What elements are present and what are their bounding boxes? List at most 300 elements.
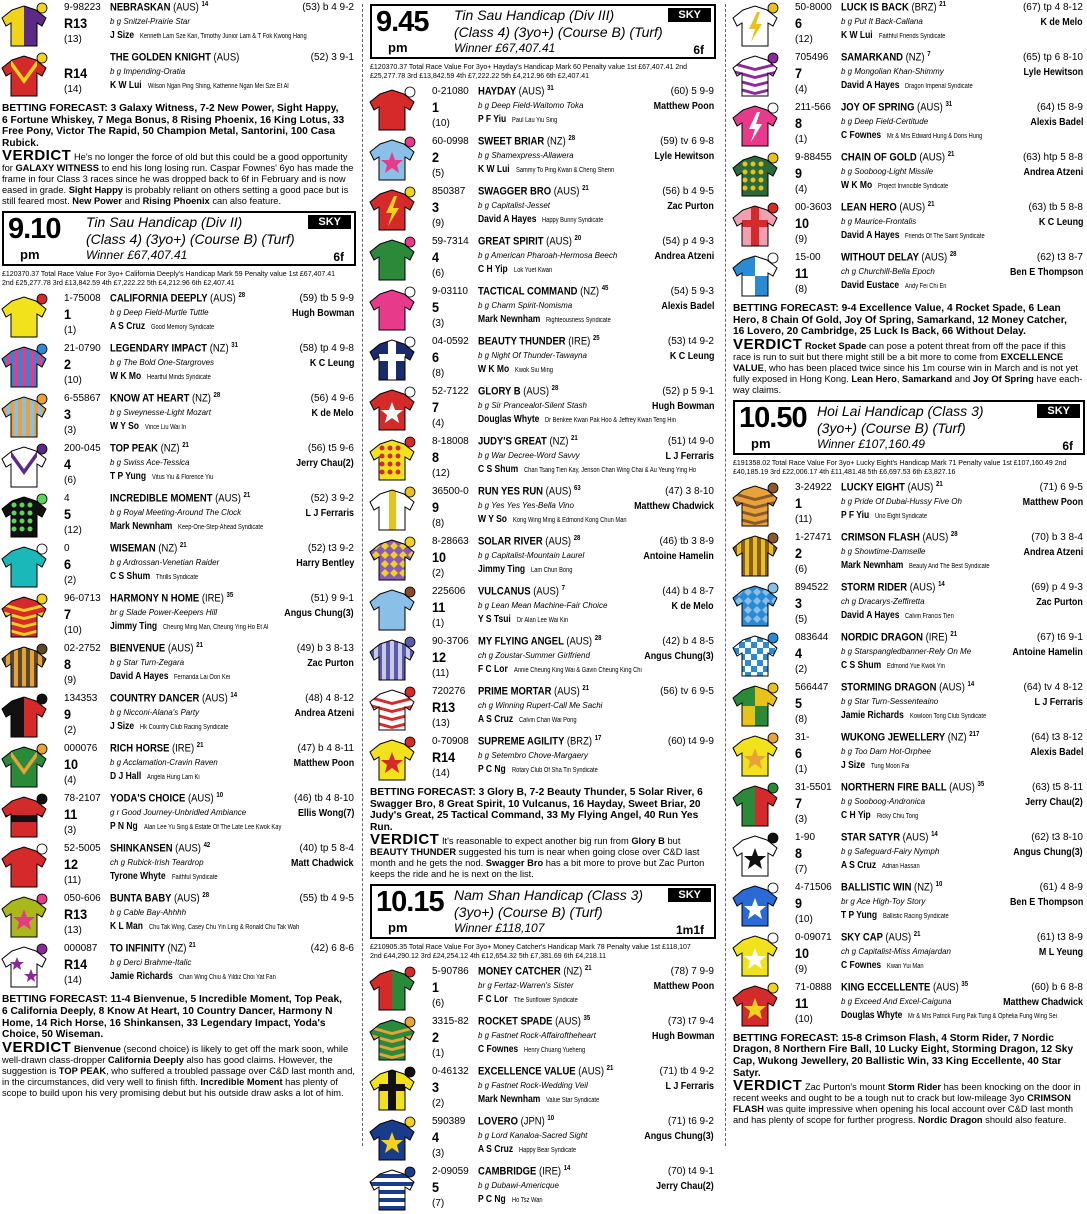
runner-weight: (63) tb 5 8-8 — [1028, 202, 1083, 213]
jockey-silk-icon — [733, 252, 779, 298]
runner-weight: (70) b 3 8-4 — [1031, 531, 1083, 543]
race-time: 10.50 — [739, 401, 807, 434]
draw: (2) — [432, 568, 445, 579]
jockey: P N Ng — [110, 821, 138, 833]
horse-name: TO INFINITY — [110, 943, 165, 956]
runner-weight: (52) t3 9-2 — [307, 543, 354, 555]
runner-row[interactable] — [368, 1014, 718, 1064]
breeding: b g Star Turn-Sessenteaino — [841, 696, 939, 706]
horse-country: (IRE) — [925, 631, 948, 644]
runner-row[interactable] — [0, 941, 358, 991]
runner-row[interactable] — [368, 484, 718, 534]
draw: (2) — [64, 575, 77, 587]
horse-name: BUNTA BABY — [110, 893, 172, 906]
horse-name: LOVERO — [478, 1116, 518, 1129]
runner-row[interactable] — [731, 730, 1087, 780]
runner-row[interactable] — [731, 580, 1087, 630]
runner-row[interactable] — [731, 830, 1087, 880]
horse-days: 21 — [571, 435, 578, 442]
runner-row[interactable] — [368, 684, 718, 734]
owner: Wilson Ngan Ping Shing, Katherine Ngan Mei Sze Et Al — [147, 83, 289, 90]
runner-name[interactable] — [478, 735, 601, 748]
breeding: b g Exceed And Excel-Caiguna — [841, 996, 952, 1006]
runner-name[interactable] — [478, 185, 589, 198]
breeding: b g Starspangledbanner-Rely On Me — [841, 646, 972, 656]
saddle-number: 6 — [432, 349, 440, 365]
saddle-number: R14 — [64, 956, 88, 973]
runner-row[interactable] — [0, 491, 358, 541]
draw: (3) — [432, 1148, 445, 1160]
horse-country: (AUS) — [215, 493, 241, 506]
horse-country: (NZ) — [191, 393, 211, 406]
runner-name[interactable] — [478, 335, 600, 348]
jockey-silk-icon — [733, 482, 779, 528]
horse-country: (NZ) — [158, 543, 178, 556]
horse-country: (NZ) — [905, 51, 925, 64]
horse-country: (AUS) — [210, 293, 236, 306]
runner-name[interactable] — [478, 1115, 554, 1128]
breeding: b g Dubawi-Americque — [478, 1181, 559, 1191]
runner-row[interactable] — [0, 50, 358, 100]
runner-name[interactable] — [110, 292, 245, 305]
runner-form: 31-5501 — [795, 781, 832, 793]
runner-row[interactable] — [0, 441, 358, 491]
runner-name[interactable] — [841, 51, 931, 64]
runner-row[interactable] — [731, 100, 1087, 150]
runner-name[interactable] — [841, 251, 957, 264]
trainer: Harry Bentley — [295, 557, 354, 570]
horse-days: 21 — [196, 742, 204, 750]
runner-form: 52-5005 — [64, 843, 101, 855]
race-conditions: (Class 4) (3yo+) (Course B) (Turf) — [454, 24, 663, 40]
horse-days: 10 — [935, 880, 943, 888]
breeding: b g Cable Bay-Ahhhh — [110, 908, 187, 918]
runner-form: 0-21080 — [432, 86, 469, 97]
breeding: b g Charm Spirit-Nomisma — [478, 301, 573, 310]
horse-name: HAYDAY — [478, 85, 517, 98]
horse-days: 21 — [189, 942, 196, 950]
horse-days: 35 — [977, 780, 985, 788]
horse-country: (AUS) — [917, 101, 943, 114]
draw: (8) — [432, 518, 445, 529]
runner-row[interactable] — [731, 150, 1087, 200]
runner-name[interactable] — [841, 931, 920, 944]
jockey: P C Ng — [478, 1194, 506, 1206]
runner-row[interactable] — [731, 250, 1087, 300]
draw: (13) — [432, 718, 450, 729]
runner-row[interactable] — [0, 591, 358, 641]
runner-weight: (42) 6 8-6 — [310, 943, 354, 955]
jockey: K W Lui — [841, 30, 873, 41]
trainer: L J Ferraris — [305, 507, 354, 520]
saddle-number: 12 — [64, 856, 79, 873]
runner-row[interactable] — [368, 534, 718, 584]
runner-name[interactable] — [110, 792, 223, 805]
jockey-silk-icon — [370, 1016, 416, 1062]
trainer: Ben E Thompson — [1009, 895, 1083, 908]
runner-weight: (63) htp 5 8-8 — [1022, 152, 1083, 163]
runner-name[interactable] — [478, 285, 608, 298]
runner-weight: (53) t4 9-2 — [667, 336, 714, 347]
breeding: b g Fastnet Rock-Wedding Veil — [478, 1081, 588, 1091]
runner-weight: (47) b 4 8-11 — [297, 743, 354, 755]
horse-name: STORMING DRAGON — [841, 681, 937, 694]
owner: Annie Cheung King Wai & Gavin Cheung King Chi — [513, 667, 642, 674]
saddle-number: 8 — [432, 449, 440, 465]
runner-name[interactable] — [110, 51, 239, 64]
runner-name[interactable] — [478, 235, 581, 248]
runner-name[interactable] — [478, 485, 581, 498]
breeding: ch g Capitalist-Miss Amajardan — [841, 946, 951, 956]
horse-days: 28 — [238, 292, 246, 300]
runner-row[interactable] — [368, 284, 718, 334]
runner-row[interactable] — [0, 541, 358, 591]
horse-country: (AUS) — [173, 1, 199, 14]
runner-form: 590389 — [432, 1116, 466, 1128]
runner-row[interactable] — [0, 691, 358, 741]
horse-country: (JPN) — [520, 1116, 545, 1129]
runner-row[interactable] — [0, 791, 358, 841]
runner-form: 200-045 — [64, 443, 101, 455]
runner-name[interactable] — [478, 635, 601, 648]
runner-row[interactable] — [368, 1114, 718, 1164]
runner-weight: (61) t3 8-9 — [1036, 931, 1083, 943]
runner-form: 720276 — [432, 686, 466, 697]
draw: (10) — [64, 375, 82, 387]
breeding: b g Derci Brahme-Italic — [110, 958, 192, 968]
owner: Kenneth Lam Sze Kan, Timothy Junior Lam & T Fok Kwong Hang — [140, 33, 307, 40]
horse-name: KNOW AT HEART — [110, 393, 190, 406]
jockey: C H Yip — [841, 809, 871, 821]
runner-name[interactable] — [110, 842, 210, 855]
jockey-silk-icon — [733, 102, 779, 148]
runner-name[interactable] — [478, 385, 558, 398]
runner-form: 71-0888 — [795, 981, 832, 993]
horse-country: (BRZ) — [911, 1, 937, 14]
runner-row[interactable] — [368, 1064, 718, 1114]
jockey: David A Hayes — [110, 671, 169, 683]
runner-row[interactable] — [0, 641, 358, 691]
jockey-silk-icon — [2, 2, 48, 48]
owner: The Sunflower Syndicate — [513, 997, 578, 1005]
runner-name[interactable] — [110, 492, 250, 505]
horse-days: 25 — [592, 335, 600, 342]
owner: Keep-One-Step-Ahead Syndicate — [178, 524, 264, 532]
runner-form: 2-09059 — [432, 1166, 469, 1178]
trainer: K C Leung — [309, 357, 354, 370]
draw: (3) — [432, 318, 445, 329]
runner-name[interactable] — [841, 481, 943, 494]
horse-name: CAMBRIDGE — [478, 1166, 537, 1179]
horse-days: 21 — [939, 1, 947, 8]
runner-row[interactable] — [368, 84, 718, 134]
horse-country: (NZ) — [167, 943, 187, 956]
draw: (2) — [432, 1098, 445, 1110]
runner-row[interactable] — [731, 0, 1087, 50]
runner-name[interactable] — [841, 981, 968, 994]
horse-country: (AUS) — [173, 893, 200, 906]
breeding: b g Acclamation-Cravin Raven — [110, 758, 218, 768]
runner-name[interactable] — [841, 151, 954, 164]
jockey-silk-icon — [370, 536, 416, 582]
runner-name[interactable] — [478, 1065, 613, 1078]
trainer: Hugh Bowman — [291, 307, 354, 320]
horse-name: GREAT SPIRIT — [478, 235, 544, 248]
runner-row[interactable] — [368, 384, 718, 434]
runner-name[interactable] — [110, 692, 237, 705]
saddle-number: 9 — [432, 499, 440, 515]
runner-row[interactable] — [368, 334, 718, 384]
draw: (1) — [432, 1048, 445, 1060]
runner-name[interactable] — [478, 585, 565, 598]
draw: (11) — [64, 875, 82, 887]
runner-row[interactable] — [731, 200, 1087, 250]
jockey: David A Hayes — [841, 80, 900, 91]
race-title: Tin Sau Handicap (Div III) — [454, 7, 615, 23]
runner-row[interactable] — [368, 734, 718, 784]
runner-row[interactable] — [731, 50, 1087, 100]
runner-row[interactable] — [0, 841, 358, 891]
runner-name[interactable] — [841, 531, 958, 544]
saddle-number: 9 — [64, 706, 72, 723]
horse-name: SWEET BRIAR — [478, 135, 545, 148]
horse-country: (BRZ) — [566, 735, 593, 748]
jockey-silk-icon — [370, 436, 416, 482]
runner-name[interactable] — [841, 581, 945, 594]
runner-row[interactable] — [368, 134, 718, 184]
trainer: L J Ferraris — [665, 1080, 714, 1093]
column-3 — [731, 0, 1087, 1150]
runner-name[interactable] — [110, 742, 203, 755]
horse-country: (AUS) — [949, 781, 975, 794]
draw: (12) — [795, 34, 813, 45]
jockey: K W Lui — [110, 80, 142, 91]
trainer: Andrea Atzeni — [654, 250, 714, 262]
breeding: b g Sir Prancealot-Silent Stash — [478, 401, 587, 410]
trainer: Zac Purton — [1036, 595, 1083, 608]
runner-name[interactable] — [841, 731, 979, 744]
jockey-silk-icon — [2, 793, 48, 839]
runner-row[interactable] — [731, 630, 1087, 680]
jockey: C S Shum — [478, 464, 519, 475]
jockey-silk-icon — [733, 832, 779, 878]
saddle-number: R14 — [432, 749, 456, 765]
draw: (7) — [432, 1198, 445, 1210]
saddle-number: 7 — [795, 794, 803, 811]
runner-name[interactable] — [110, 442, 189, 455]
runner-name[interactable] — [478, 1015, 590, 1028]
draw: (11) — [432, 668, 450, 679]
runner-name[interactable] — [110, 1, 208, 14]
breeding: b g Sooboog-Andronica — [841, 796, 926, 806]
runner-name[interactable] — [110, 942, 196, 955]
saddle-number: 11 — [432, 599, 446, 615]
runner-weight: (54) 5 9-3 — [670, 286, 714, 297]
runner-form: 4 — [64, 493, 70, 505]
horse-country: (AUS) — [187, 793, 214, 806]
horse-name: JOY OF SPRING — [841, 101, 915, 114]
horse-days: 21 — [927, 201, 935, 208]
owner: Alan Lee Yu Sing & Estate Of The Late Lee Kwok Kay — [143, 824, 282, 832]
runner-row[interactable] — [0, 891, 358, 941]
draw: (14) — [64, 975, 82, 987]
saddle-number: 6 — [795, 744, 803, 761]
runner-row[interactable] — [0, 741, 358, 791]
runner-name[interactable] — [110, 392, 220, 405]
horse-days: 28 — [213, 392, 221, 400]
runner-name[interactable] — [841, 631, 957, 644]
runner-name[interactable] — [478, 965, 592, 978]
trainer: Zac Purton — [667, 200, 714, 212]
breeding: ch g Zoustar-Summer Girlfriend — [478, 651, 590, 660]
owner: Uno Eight Syndicate — [875, 512, 928, 520]
breeding: b g Lean Mean Machine-Fair Choice — [478, 601, 608, 610]
runner-name[interactable] — [841, 881, 942, 894]
runner-name[interactable] — [110, 892, 209, 905]
runner-name[interactable] — [841, 781, 984, 794]
jockey-silk-icon — [370, 136, 416, 182]
runner-name[interactable] — [841, 831, 938, 844]
trainer: Lyle Hewitson — [1023, 66, 1083, 78]
runner-name[interactable] — [478, 85, 554, 98]
runner-row[interactable] — [731, 980, 1087, 1030]
horse-days: 21 — [196, 642, 203, 650]
owner: Paul Lau Yiu Sing — [512, 117, 558, 124]
runner-row[interactable] — [731, 530, 1087, 580]
runner-weight: (40) tp 5 8-4 — [299, 843, 354, 855]
runner-weight: (51) t4 9-0 — [667, 436, 714, 447]
runner-name[interactable] — [841, 1, 946, 14]
owner: Sammy To Ping Kwan & Cheng Shenn — [515, 167, 614, 174]
horse-name: WITHOUT DELAY — [841, 251, 919, 264]
runner-row[interactable] — [731, 480, 1087, 530]
jockey-silk-icon — [2, 943, 48, 989]
runner-row[interactable] — [0, 391, 358, 441]
runner-row[interactable] — [368, 234, 718, 284]
draw: (10) — [432, 118, 450, 129]
runner-row[interactable] — [731, 880, 1087, 930]
draw: (4) — [64, 775, 77, 787]
runner-row[interactable] — [368, 584, 718, 634]
runner-row[interactable] — [731, 930, 1087, 980]
runner-weight: (67) t6 9-1 — [1036, 631, 1083, 643]
breeding: b g American Pharoah-Hermosa Beech — [478, 251, 618, 260]
horse-country: (AUS) — [899, 201, 926, 214]
verdict-label: VERDICT — [370, 831, 440, 849]
saddle-number: 3 — [432, 199, 440, 215]
runner-name[interactable] — [478, 435, 578, 448]
breeding: b g Safeguard-Fairy Nymph — [841, 846, 940, 856]
owner: Chu Tak Wing, Casey Chu Yin Ling & Ronald Chu Tak Wah — [148, 924, 300, 932]
runner-row[interactable] — [731, 680, 1087, 730]
jockey: W Y So — [478, 514, 507, 525]
breeding: b g Star Turn-Zegara — [110, 658, 185, 668]
jockey-silk-icon — [2, 493, 48, 539]
runner-form: 3315-82 — [432, 1016, 469, 1028]
runner-form: 211-566 — [795, 102, 831, 113]
race-title: Nam Shan Handicap (Class 3) — [454, 887, 644, 904]
runner-name[interactable] — [841, 201, 934, 214]
runner-name[interactable] — [110, 592, 233, 605]
jockey-silk-icon — [370, 486, 416, 532]
runner-row[interactable] — [0, 291, 358, 341]
jockey: David Eustace — [841, 280, 900, 291]
runner-row[interactable] — [368, 184, 718, 234]
saddle-number: 5 — [432, 1179, 440, 1196]
runner-name[interactable] — [841, 101, 952, 114]
runner-row[interactable] — [368, 964, 718, 1014]
runner-name[interactable] — [478, 685, 589, 698]
breeding: b g War Decree-Word Savvy — [478, 451, 580, 460]
horse-name: RUN YES RUN — [478, 485, 544, 498]
owner: Lok Yuet Kwan — [513, 267, 552, 274]
verdict-text: Rocket Spade can pose a potent threat from off the pace if this race is run to suit but there might still be a bit more to come from EXCELLENCE VALUE, who has been placed twice since his 1m course win in March and is not yet fully exposed in Hong Kong. Lean Hero, Samarkand and Joy Of Spring have each-way claims. — [733, 340, 1083, 395]
horse-name: NORDIC DRAGON — [841, 631, 923, 644]
saddle-number: 6 — [64, 556, 72, 573]
draw: (4) — [432, 418, 445, 429]
runner-name[interactable] — [478, 1165, 570, 1178]
breeding: ch g Rubick-Irish Teardrop — [110, 858, 204, 868]
breeding: ch g Winning Rupert-Call Me Sachi — [478, 701, 603, 710]
draw: (9) — [795, 234, 808, 245]
runner-form: 60-0998 — [432, 136, 469, 147]
runner-name[interactable] — [110, 342, 238, 355]
verdict — [370, 831, 716, 880]
owner: Andy Fei Chi En — [905, 283, 947, 290]
trainer: Matthew Poon — [653, 980, 714, 993]
runner-weight: (56) tv 6 9-5 — [660, 686, 714, 697]
owner: Kowloon Tong Club Syndicate — [909, 712, 987, 720]
runner-name[interactable] — [478, 535, 580, 548]
owner: Kwan Yui Man — [887, 962, 924, 970]
runner-row[interactable] — [731, 780, 1087, 830]
horse-days: 21 — [179, 542, 187, 550]
runner-name[interactable] — [841, 681, 974, 694]
trainer: K C Leung — [669, 350, 714, 362]
runner-row[interactable] — [368, 1164, 718, 1214]
runner-row[interactable] — [368, 634, 718, 684]
sky-badge: SKY — [668, 888, 711, 902]
trainer: Hugh Bowman — [651, 1030, 714, 1043]
jockey: Jamie Richards — [841, 709, 904, 721]
breeding: b g Shamexpress-Allawera — [478, 151, 574, 160]
runner-row[interactable] — [0, 0, 358, 50]
trainer: Ellis Wong(7) — [297, 807, 354, 820]
breeding: b g Too Darn Hot-Orphee — [841, 746, 931, 756]
runner-weight: (54) p 4 9-3 — [662, 236, 714, 247]
saddle-number: 7 — [795, 65, 803, 81]
runner-name[interactable] — [110, 542, 187, 555]
prize-money: £210905.35 Total Race Value For 3yo+ Money Catcher's Handicap Mark 78 Penalty value 1st £118,107 2nd £44,290.12 3rd £24,254.12 4th £12,654.32 5th £7,381.69 6th £4,218.11 — [370, 942, 691, 961]
jockey: David A Hayes — [841, 230, 900, 241]
saddle-number: 2 — [432, 149, 440, 165]
breeding: g r Good Journey-Unbridled Ambiance — [110, 808, 247, 818]
owner: Dr Benkee Kwan Pak Hoo & Jeffrey Kwan Teng Hin — [545, 417, 677, 424]
horse-days: 28 — [551, 385, 559, 392]
breeding: b g Royal Meeting-Around The Clock — [110, 508, 242, 518]
saddle-number: 5 — [64, 506, 72, 523]
horse-country: (AUS) — [885, 931, 912, 944]
runner-name[interactable] — [110, 642, 203, 655]
horse-name: SWAGGER BRO — [478, 185, 552, 198]
horse-days: 21 — [606, 1065, 614, 1073]
runner-row[interactable] — [368, 434, 718, 484]
trainer: Jerry Chau(2) — [1025, 795, 1083, 808]
runner-row[interactable] — [0, 341, 358, 391]
runner-name[interactable] — [478, 135, 575, 148]
jockey-silk-icon — [733, 52, 779, 98]
horse-country: (AUS) — [939, 681, 965, 694]
